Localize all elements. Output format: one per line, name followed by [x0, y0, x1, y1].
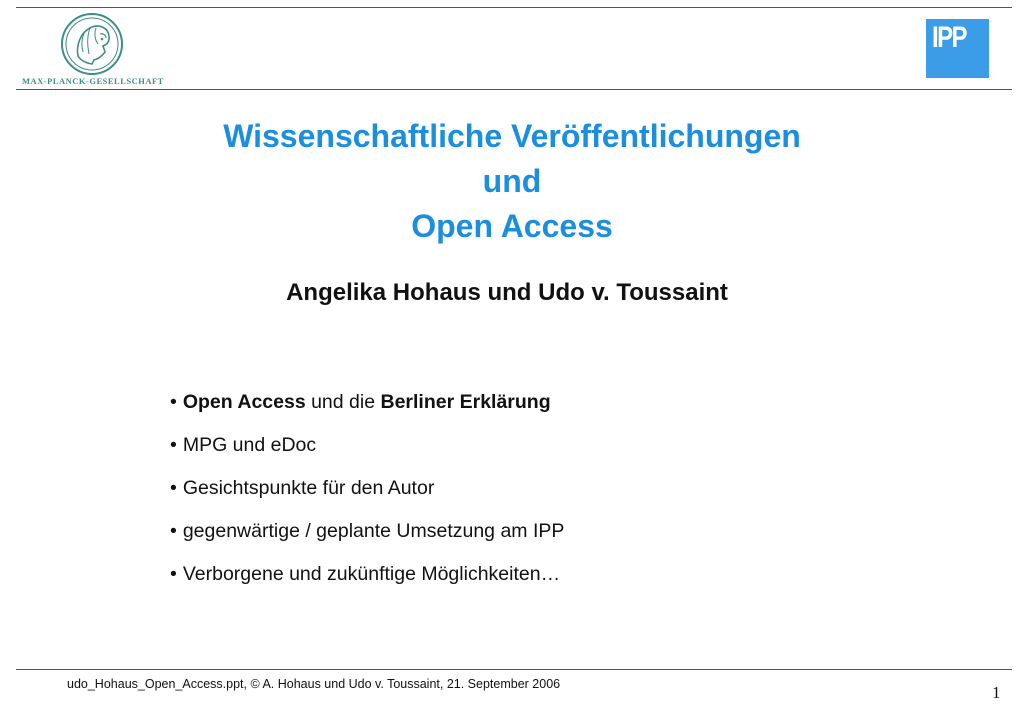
minerva-emblem-icon	[56, 12, 128, 76]
bullet-text: Verborgene und zukünftige Möglichkeiten…	[182, 563, 561, 585]
list-item	[170, 521, 564, 564]
slide-title	[0, 114, 1024, 249]
bullet-marker: •	[170, 520, 177, 542]
bullet-marker: •	[170, 477, 177, 499]
max-planck-logo-text: MAX-PLANCK-GESELLSCHAFT	[22, 76, 164, 86]
max-planck-logo	[22, 12, 162, 88]
bullet-bold-text: Berliner Erklärung	[380, 391, 551, 413]
list-item	[170, 478, 564, 521]
header-rule	[16, 89, 1012, 90]
ipp-logo-text: IPP	[932, 21, 966, 54]
bullet-marker: •	[170, 563, 177, 585]
slide-authors: Angelika Hohaus und Udo v. Toussaint	[286, 279, 728, 306]
footer-text: udo_Hohaus_Open_Access.ppt, © A. Hohaus und Udo v. Toussaint, 21. September 2006	[67, 677, 561, 691]
bullet-text: und die	[305, 391, 381, 413]
bullet-marker: •	[170, 391, 177, 413]
title-line-3: Open Access	[411, 208, 613, 244]
agenda-list	[170, 392, 564, 607]
list-item	[170, 392, 564, 435]
bullet-text: gegenwärtige / geplante Umsetzung am IPP	[182, 520, 565, 542]
top-rule	[16, 7, 1012, 8]
title-line-2: und	[482, 163, 542, 199]
bullet-text: Gesichtspunkte für den Autor	[182, 477, 435, 499]
bullet-marker: •	[170, 434, 177, 456]
title-line-1: Wissenschaftliche Veröffentlichungen	[223, 118, 801, 154]
page-number: 1	[992, 683, 1001, 702]
bullet-text: MPG und eDoc	[182, 434, 317, 456]
bullet-bold-text: Open Access	[182, 391, 306, 413]
footer-rule	[16, 669, 1012, 670]
ipp-logo	[926, 19, 989, 78]
list-item	[170, 564, 564, 607]
list-item	[170, 435, 564, 478]
